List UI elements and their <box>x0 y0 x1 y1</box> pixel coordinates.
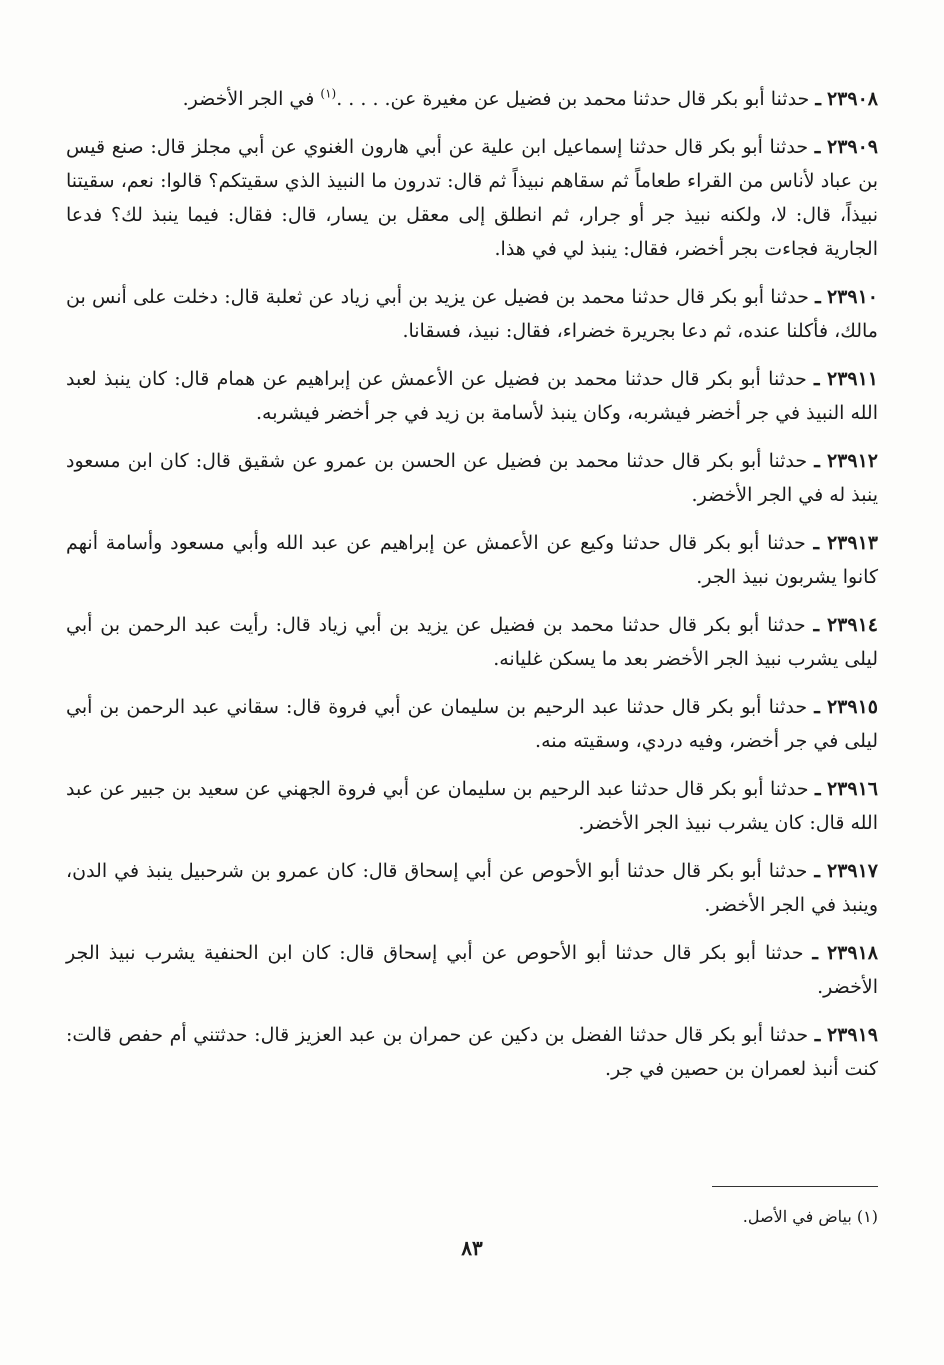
hadith-text: حدثنا أبو بكر قال حدثنا إسماعيل ابن علية عن أبي هارون الغنوي عن أبي مجلز قال: صنع قيس بن عباد لأناس من القراء طعاماً ثم سقاهم نبيذاً ثم قال: تدرون ما النبيذ الذي سقيتكم؟ قالوا: نعم، سقيتنا نبيذاً، قال: لا، ولكنه نبيذ جر أو جرار، ثم انطلق إلى معقل بن يسار، قال: فقال: فيما ينبذ لك؟ فدعا الجارية فجاءت بجر أخضر، فقال: ينبذ لي في هذا. <box>66 136 878 260</box>
hadith-entry <box>66 690 878 758</box>
hadith-number: ٢٣٩١٩ <box>826 1024 878 1046</box>
hadith-number: ٢٣٩١٢ <box>826 450 878 472</box>
footnote-text: بياض في الأصل. <box>742 1207 852 1226</box>
hadith-number: ٢٣٩١٦ <box>826 778 878 800</box>
hadith-entry <box>66 608 878 676</box>
hadith-entry <box>66 130 878 266</box>
hadith-entry <box>66 362 878 430</box>
hadith-entries <box>66 82 878 1100</box>
hadith-text: حدثنا أبو بكر قال حدثنا محمد بن فضيل عن مغيرة عن. . . . . <box>336 88 810 110</box>
hadith-dash: ـ <box>812 942 818 964</box>
hadith-dash: ـ <box>814 136 821 158</box>
footnote-divider <box>712 1186 878 1187</box>
hadith-dash: ـ <box>814 450 820 472</box>
hadith-dash: ـ <box>814 696 820 718</box>
hadith-number: ٢٣٩١٨ <box>826 942 878 964</box>
hadith-dash: ـ <box>815 88 821 110</box>
hadith-number: ٢٣٩١٣ <box>826 532 878 554</box>
hadith-text: حدثنا أبو بكر قال حدثنا عبد الرحيم بن سليمان عن أبي فروة قال: سقاني عبد الرحمن بن أبي ليلى في جر أخضر، وفيه دردي، وسقيته منه. <box>66 696 878 752</box>
hadith-text: حدثنا أبو بكر قال حدثنا الفضل بن دكين عن حمران بن عبد العزيز قال: حدثتني أم حفص قالت: كنت أنبذ لعمران بن حصين في جر. <box>66 1024 878 1080</box>
hadith-number: ٢٣٩١٧ <box>826 860 879 882</box>
hadith-entry <box>66 444 878 512</box>
page-number: ٨٣ <box>461 1236 483 1260</box>
hadith-dash: ـ <box>815 286 821 308</box>
hadith-entry <box>66 280 878 348</box>
hadith-number: ٢٣٩١٥ <box>826 696 878 718</box>
footnote-marker: (١) <box>856 1207 878 1226</box>
hadith-dash: ـ <box>814 778 821 800</box>
hadith-dash: ـ <box>814 860 820 882</box>
hadith-text: حدثنا أبو بكر قال حدثنا عبد الرحيم بن سليمان عن أبي فروة الجهني عن سعيد بن جبير عن عبد الله قال: كان يشرب نبيذ الجر الأخضر. <box>66 778 878 834</box>
hadith-text: حدثنا أبو بكر قال حدثنا وكيع عن الأعمش عن إبراهيم عن عبد الله وأبي مسعود وأسامة أنهم كانوا يشربون نبيذ الجر. <box>66 532 878 588</box>
footnote <box>478 1205 878 1229</box>
hadith-entry <box>66 526 878 594</box>
hadith-dash: ـ <box>813 614 820 636</box>
hadith-text: حدثنا أبو بكر قال حدثنا محمد بن فضيل عن الأعمش عن إبراهيم عن همام قال: كان ينبذ لعبد الله النبيذ في جر أخضر فيشربه، وكان ينبذ لأسامة بن زيد في جر أخضر فيشربه. <box>66 368 878 424</box>
hadith-text: حدثنا أبو بكر قال حدثنا محمد بن فضيل عن يزيد بن أبي زياد قال: رأيت عبد الرحمن بن أبي ليلى يشرب نبيذ الجر الأخضر بعد ما يسكن غليانه. <box>66 614 878 670</box>
hadith-text-continued: في الجر الأخضر. <box>182 88 315 110</box>
hadith-entry <box>66 1018 878 1086</box>
hadith-entry <box>66 82 878 116</box>
hadith-text: حدثنا أبو بكر قال حدثنا أبو الأحوص عن أبي إسحاق قال: كان عمرو بن شرحبيل ينبذ في الدن، وينبذ في الجر الأخضر. <box>66 860 878 916</box>
hadith-text: حدثنا أبو بكر قال حدثنا محمد بن فضيل عن الحسن بن عمرو عن شقيق قال: كان ابن مسعود ينبذ له في الجر الأخضر. <box>66 450 878 506</box>
hadith-entry <box>66 936 878 1004</box>
hadith-text: حدثنا أبو بكر قال حدثنا محمد بن فضيل عن يزيد بن أبي زياد عن ثعلبة قال: دخلت على أنس بن مالك، فأكلنا عنده، ثم دعا بجريرة خضراء، فقال: نبيذ، فسقانا. <box>66 286 878 342</box>
hadith-entry <box>66 854 878 922</box>
hadith-dash: ـ <box>814 1024 821 1046</box>
hadith-number: ٢٣٩١١ <box>826 368 879 390</box>
hadith-number: ٢٣٩٠٩ <box>826 136 879 158</box>
hadith-entry <box>66 772 878 840</box>
footnote-reference[interactable]: (١) <box>320 86 337 101</box>
hadith-number: ٢٣٩٠٨ <box>826 88 878 110</box>
hadith-dash: ـ <box>813 532 820 554</box>
hadith-dash: ـ <box>814 368 820 390</box>
hadith-number: ٢٣٩١٤ <box>826 614 878 636</box>
hadith-text: حدثنا أبو بكر قال حدثنا أبو الأحوص عن أبي إسحاق قال: كان ابن الحنفية يشرب نبيذ الجر الأخضر. <box>66 942 878 998</box>
hadith-number: ٢٣٩١٠ <box>826 286 878 308</box>
